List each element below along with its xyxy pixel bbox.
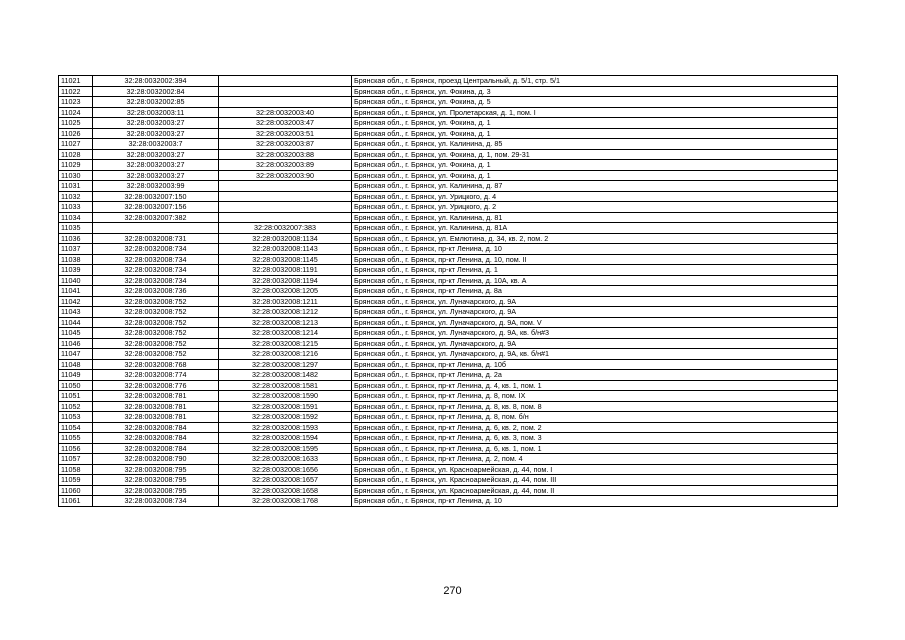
page-number: 270 — [443, 585, 462, 597]
land-cadastral-number-cell: 32:28:0032008:752 — [93, 328, 219, 339]
address-cell: Брянская обл., г. Брянск, ул. Фокина, д. 1 — [352, 160, 838, 171]
row-number-cell: 11044 — [59, 317, 93, 328]
table-row — [59, 485, 838, 496]
object-cadastral-number-cell: 32:28:0032008:1191 — [219, 265, 352, 276]
table-row — [59, 244, 838, 255]
table-row — [59, 296, 838, 307]
land-cadastral-number-cell: 32:28:0032008:752 — [93, 349, 219, 360]
table-row — [59, 107, 838, 118]
land-cadastral-number-cell: 32:28:0032003:27 — [93, 128, 219, 139]
land-cadastral-number-cell: 32:28:0032008:734 — [93, 496, 219, 507]
row-number-cell: 11051 — [59, 391, 93, 402]
address-cell: Брянская обл., г. Брянск, ул. Красноармейская, д. 44, пом. II — [352, 485, 838, 496]
table-row — [59, 359, 838, 370]
land-cadastral-number-cell — [93, 223, 219, 234]
object-cadastral-number-cell: 32:28:0032008:1214 — [219, 328, 352, 339]
land-cadastral-number-cell: 32:28:0032008:795 — [93, 464, 219, 475]
row-number-cell: 11025 — [59, 118, 93, 129]
object-cadastral-number-cell: 32:28:0032003:89 — [219, 160, 352, 171]
object-cadastral-number-cell — [219, 202, 352, 213]
row-number-cell: 11060 — [59, 485, 93, 496]
object-cadastral-number-cell: 32:28:0032008:1581 — [219, 380, 352, 391]
land-cadastral-number-cell: 32:28:0032008:731 — [93, 233, 219, 244]
object-cadastral-number-cell: 32:28:0032008:1595 — [219, 443, 352, 454]
row-number-cell: 11052 — [59, 401, 93, 412]
row-number-cell: 11054 — [59, 422, 93, 433]
object-cadastral-number-cell: 32:28:0032008:1213 — [219, 317, 352, 328]
address-cell: Брянская обл., г. Брянск, ул. Фокина, д. 1 — [352, 128, 838, 139]
row-number-cell: 11023 — [59, 97, 93, 108]
address-cell: Брянская обл., г. Брянск, ул. Фокина, д. 5 — [352, 97, 838, 108]
row-number-cell: 11033 — [59, 202, 93, 213]
table-row — [59, 149, 838, 160]
row-number-cell: 11038 — [59, 254, 93, 265]
object-cadastral-number-cell — [219, 97, 352, 108]
object-cadastral-number-cell: 32:28:0032008:1211 — [219, 296, 352, 307]
address-cell: Брянская обл., г. Брянск, пр-кт Ленина, д. 10, пом. II — [352, 254, 838, 265]
land-cadastral-number-cell: 32:28:0032003:99 — [93, 181, 219, 192]
address-cell: Брянская обл., г. Брянск, ул. Пролетарская, д. 1, пом. I — [352, 107, 838, 118]
table-row — [59, 475, 838, 486]
object-cadastral-number-cell: 32:28:0032008:1633 — [219, 454, 352, 465]
address-cell: Брянская обл., г. Брянск, ул. Калинина, д. 81А — [352, 223, 838, 234]
land-cadastral-number-cell: 32:28:0032008:784 — [93, 443, 219, 454]
row-number-cell: 11030 — [59, 170, 93, 181]
land-cadastral-number-cell: 32:28:0032008:795 — [93, 475, 219, 486]
object-cadastral-number-cell: 32:28:0032008:1656 — [219, 464, 352, 475]
address-cell: Брянская обл., г. Брянск, ул. Емлютина, д. 34, кв. 2, пом. 2 — [352, 233, 838, 244]
object-cadastral-number-cell: 32:28:0032008:1591 — [219, 401, 352, 412]
address-cell: Брянская обл., г. Брянск, пр-кт Ленина, д. 6, кв. 2, пом. 2 — [352, 422, 838, 433]
object-cadastral-number-cell: 32:28:0032008:1592 — [219, 412, 352, 423]
table-row — [59, 454, 838, 465]
object-cadastral-number-cell: 32:28:0032003:47 — [219, 118, 352, 129]
table-row — [59, 128, 838, 139]
land-cadastral-number-cell: 32:28:0032008:781 — [93, 412, 219, 423]
table-row — [59, 328, 838, 339]
address-cell: Брянская обл., г. Брянск, ул. Луначарского, д. 9А — [352, 338, 838, 349]
row-number-cell: 11027 — [59, 139, 93, 150]
object-cadastral-number-cell — [219, 191, 352, 202]
row-number-cell: 11021 — [59, 76, 93, 87]
row-number-cell: 11043 — [59, 307, 93, 318]
table-row — [59, 496, 838, 507]
land-cadastral-number-cell: 32:28:0032008:784 — [93, 433, 219, 444]
land-cadastral-number-cell: 32:28:0032002:84 — [93, 86, 219, 97]
object-cadastral-number-cell: 32:28:0032003:40 — [219, 107, 352, 118]
property-registry-table — [58, 75, 838, 507]
address-cell: Брянская обл., г. Брянск, ул. Луначарского, д. 9А — [352, 307, 838, 318]
land-cadastral-number-cell: 32:28:0032007:156 — [93, 202, 219, 213]
object-cadastral-number-cell — [219, 76, 352, 87]
object-cadastral-number-cell: 32:28:0032008:1768 — [219, 496, 352, 507]
table-row — [59, 254, 838, 265]
row-number-cell: 11034 — [59, 212, 93, 223]
table-row — [59, 380, 838, 391]
land-cadastral-number-cell: 32:28:0032008:752 — [93, 338, 219, 349]
table-row — [59, 412, 838, 423]
address-cell: Брянская обл., г. Брянск, пр-кт Ленина, д. 10А, кв. А — [352, 275, 838, 286]
land-cadastral-number-cell: 32:28:0032008:768 — [93, 359, 219, 370]
table-row — [59, 443, 838, 454]
object-cadastral-number-cell: 32:28:0032008:1194 — [219, 275, 352, 286]
row-number-cell: 11045 — [59, 328, 93, 339]
table-row — [59, 275, 838, 286]
table-row — [59, 202, 838, 213]
address-cell: Брянская обл., г. Брянск, пр-кт Ленина, д. 4, кв. 1, пом. 1 — [352, 380, 838, 391]
object-cadastral-number-cell: 32:28:0032008:1145 — [219, 254, 352, 265]
land-cadastral-number-cell: 32:28:0032003:11 — [93, 107, 219, 118]
row-number-cell: 11061 — [59, 496, 93, 507]
land-cadastral-number-cell: 32:28:0032003:27 — [93, 170, 219, 181]
address-cell: Брянская обл., г. Брянск, пр-кт Ленина, д. 2, пом. 4 — [352, 454, 838, 465]
row-number-cell: 11046 — [59, 338, 93, 349]
table-row — [59, 76, 838, 87]
object-cadastral-number-cell: 32:28:0032008:1658 — [219, 485, 352, 496]
land-cadastral-number-cell: 32:28:0032008:776 — [93, 380, 219, 391]
address-cell: Брянская обл., г. Брянск, ул. Фокина, д. 1 — [352, 118, 838, 129]
object-cadastral-number-cell: 32:28:0032008:1212 — [219, 307, 352, 318]
address-cell: Брянская обл., г. Брянск, ул. Красноармейская, д. 44, пом. III — [352, 475, 838, 486]
row-number-cell: 11057 — [59, 454, 93, 465]
land-cadastral-number-cell: 32:28:0032008:774 — [93, 370, 219, 381]
address-cell: Брянская обл., г. Брянск, пр-кт Ленина, д. 8, пом. IX — [352, 391, 838, 402]
table-row — [59, 401, 838, 412]
row-number-cell: 11024 — [59, 107, 93, 118]
table-row — [59, 370, 838, 381]
object-cadastral-number-cell: 32:28:0032008:1216 — [219, 349, 352, 360]
row-number-cell: 11029 — [59, 160, 93, 171]
land-cadastral-number-cell: 32:28:0032008:784 — [93, 422, 219, 433]
land-cadastral-number-cell: 32:28:0032008:752 — [93, 317, 219, 328]
row-number-cell: 11035 — [59, 223, 93, 234]
address-cell: Брянская обл., г. Брянск, ул. Луначарского, д. 9А — [352, 296, 838, 307]
address-cell: Брянская обл., г. Брянск, пр-кт Ленина, д. 6, кв. 3, пом. 3 — [352, 433, 838, 444]
object-cadastral-number-cell: 32:28:0032008:1205 — [219, 286, 352, 297]
address-cell: Брянская обл., г. Брянск, ул. Луначарского, д. 9А, пом. V — [352, 317, 838, 328]
address-cell: Брянская обл., г. Брянск, пр-кт Ленина, д. 1 — [352, 265, 838, 276]
row-number-cell: 11055 — [59, 433, 93, 444]
address-cell: Брянская обл., г. Брянск, ул. Калинина, д. 81 — [352, 212, 838, 223]
row-number-cell: 11056 — [59, 443, 93, 454]
object-cadastral-number-cell: 32:28:0032008:1215 — [219, 338, 352, 349]
table-row — [59, 422, 838, 433]
table-row — [59, 160, 838, 171]
address-cell: Брянская обл., г. Брянск, пр-кт Ленина, д. 8а — [352, 286, 838, 297]
address-cell: Брянская обл., г. Брянск, ул. Урицкого, д. 2 — [352, 202, 838, 213]
row-number-cell: 11022 — [59, 86, 93, 97]
land-cadastral-number-cell: 32:28:0032003:7 — [93, 139, 219, 150]
land-cadastral-number-cell: 32:28:0032008:734 — [93, 265, 219, 276]
table-row — [59, 233, 838, 244]
object-cadastral-number-cell: 32:28:0032008:1657 — [219, 475, 352, 486]
row-number-cell: 11048 — [59, 359, 93, 370]
table-row — [59, 86, 838, 97]
row-number-cell: 11040 — [59, 275, 93, 286]
object-cadastral-number-cell: 32:28:0032008:1482 — [219, 370, 352, 381]
object-cadastral-number-cell: 32:28:0032003:88 — [219, 149, 352, 160]
row-number-cell: 11058 — [59, 464, 93, 475]
row-number-cell: 11047 — [59, 349, 93, 360]
table-row — [59, 265, 838, 276]
object-cadastral-number-cell: 32:28:0032003:87 — [219, 139, 352, 150]
object-cadastral-number-cell — [219, 86, 352, 97]
land-cadastral-number-cell: 32:28:0032007:382 — [93, 212, 219, 223]
address-cell: Брянская обл., г. Брянск, пр-кт Ленина, д. 10б — [352, 359, 838, 370]
address-cell: Брянская обл., г. Брянск, ул. Фокина, д. 1, пом. 29-31 — [352, 149, 838, 160]
document-sheet — [58, 75, 837, 507]
land-cadastral-number-cell: 32:28:0032003:27 — [93, 118, 219, 129]
land-cadastral-number-cell: 32:28:0032008:781 — [93, 401, 219, 412]
land-cadastral-number-cell: 32:28:0032002:394 — [93, 76, 219, 87]
land-cadastral-number-cell: 32:28:0032008:736 — [93, 286, 219, 297]
land-cadastral-number-cell: 32:28:0032008:790 — [93, 454, 219, 465]
object-cadastral-number-cell: 32:28:0032008:1590 — [219, 391, 352, 402]
row-number-cell: 11031 — [59, 181, 93, 192]
table-row — [59, 181, 838, 192]
address-cell: Брянская обл., г. Брянск, ул. Луначарского, д. 9А, кв. б/н#1 — [352, 349, 838, 360]
object-cadastral-number-cell: 32:28:0032008:1594 — [219, 433, 352, 444]
land-cadastral-number-cell: 32:28:0032003:27 — [93, 149, 219, 160]
land-cadastral-number-cell: 32:28:0032008:781 — [93, 391, 219, 402]
land-cadastral-number-cell: 32:28:0032008:734 — [93, 254, 219, 265]
address-cell: Брянская обл., г. Брянск, ул. Калинина, д. 87 — [352, 181, 838, 192]
land-cadastral-number-cell: 32:28:0032008:752 — [93, 307, 219, 318]
table-row — [59, 170, 838, 181]
land-cadastral-number-cell: 32:28:0032008:752 — [93, 296, 219, 307]
object-cadastral-number-cell — [219, 212, 352, 223]
row-number-cell: 11050 — [59, 380, 93, 391]
address-cell: Брянская обл., г. Брянск, ул. Фокина, д. 3 — [352, 86, 838, 97]
object-cadastral-number-cell: 32:28:0032008:1593 — [219, 422, 352, 433]
object-cadastral-number-cell: 32:28:0032003:51 — [219, 128, 352, 139]
row-number-cell: 11059 — [59, 475, 93, 486]
land-cadastral-number-cell: 32:28:0032003:27 — [93, 160, 219, 171]
row-number-cell: 11028 — [59, 149, 93, 160]
address-cell: Брянская обл., г. Брянск, проезд Центральный, д. 5/1, стр. 5/1 — [352, 76, 838, 87]
object-cadastral-number-cell — [219, 181, 352, 192]
table-row — [59, 286, 838, 297]
address-cell: Брянская обл., г. Брянск, пр-кт Ленина, д. 8, кв. 8, пом. 8 — [352, 401, 838, 412]
object-cadastral-number-cell: 32:28:0032008:1143 — [219, 244, 352, 255]
land-cadastral-number-cell: 32:28:0032008:795 — [93, 485, 219, 496]
table-row — [59, 191, 838, 202]
land-cadastral-number-cell: 32:28:0032002:85 — [93, 97, 219, 108]
address-cell: Брянская обл., г. Брянск, ул. Фокина, д. 1 — [352, 170, 838, 181]
row-number-cell: 11039 — [59, 265, 93, 276]
address-cell: Брянская обл., г. Брянск, ул. Красноармейская, д. 44, пом. I — [352, 464, 838, 475]
table-row — [59, 307, 838, 318]
object-cadastral-number-cell: 32:28:0032003:90 — [219, 170, 352, 181]
address-cell: Брянская обл., г. Брянск, ул. Калинина, д. 85 — [352, 139, 838, 150]
row-number-cell: 11049 — [59, 370, 93, 381]
address-cell: Брянская обл., г. Брянск, пр-кт Ленина, д. 2а — [352, 370, 838, 381]
land-cadastral-number-cell: 32:28:0032008:734 — [93, 275, 219, 286]
table-row — [59, 391, 838, 402]
table-row — [59, 464, 838, 475]
address-cell: Брянская обл., г. Брянск, пр-кт Ленина, д. 8, пом. б/н — [352, 412, 838, 423]
table-row — [59, 433, 838, 444]
row-number-cell: 11041 — [59, 286, 93, 297]
row-number-cell: 11053 — [59, 412, 93, 423]
table-row — [59, 349, 838, 360]
row-number-cell: 11026 — [59, 128, 93, 139]
table-row — [59, 338, 838, 349]
object-cadastral-number-cell: 32:28:0032007:383 — [219, 223, 352, 234]
address-cell: Брянская обл., г. Брянск, ул. Урицкого, д. 4 — [352, 191, 838, 202]
table-row — [59, 223, 838, 234]
land-cadastral-number-cell: 32:28:0032007:150 — [93, 191, 219, 202]
object-cadastral-number-cell: 32:28:0032008:1297 — [219, 359, 352, 370]
address-cell: Брянская обл., г. Брянск, пр-кт Ленина, д. 10 — [352, 496, 838, 507]
registry-table-body — [59, 76, 838, 507]
row-number-cell: 11037 — [59, 244, 93, 255]
row-number-cell: 11036 — [59, 233, 93, 244]
row-number-cell: 11032 — [59, 191, 93, 202]
land-cadastral-number-cell: 32:28:0032008:734 — [93, 244, 219, 255]
address-cell: Брянская обл., г. Брянск, ул. Луначарского, д. 9А, кв. б/н#3 — [352, 328, 838, 339]
table-row — [59, 317, 838, 328]
address-cell: Брянская обл., г. Брянск, пр-кт Ленина, д. 6, кв. 1, пом. 1 — [352, 443, 838, 454]
row-number-cell: 11042 — [59, 296, 93, 307]
table-row — [59, 139, 838, 150]
object-cadastral-number-cell: 32:28:0032008:1134 — [219, 233, 352, 244]
address-cell: Брянская обл., г. Брянск, пр-кт Ленина, д. 10 — [352, 244, 838, 255]
table-row — [59, 118, 838, 129]
table-row — [59, 212, 838, 223]
table-row — [59, 97, 838, 108]
